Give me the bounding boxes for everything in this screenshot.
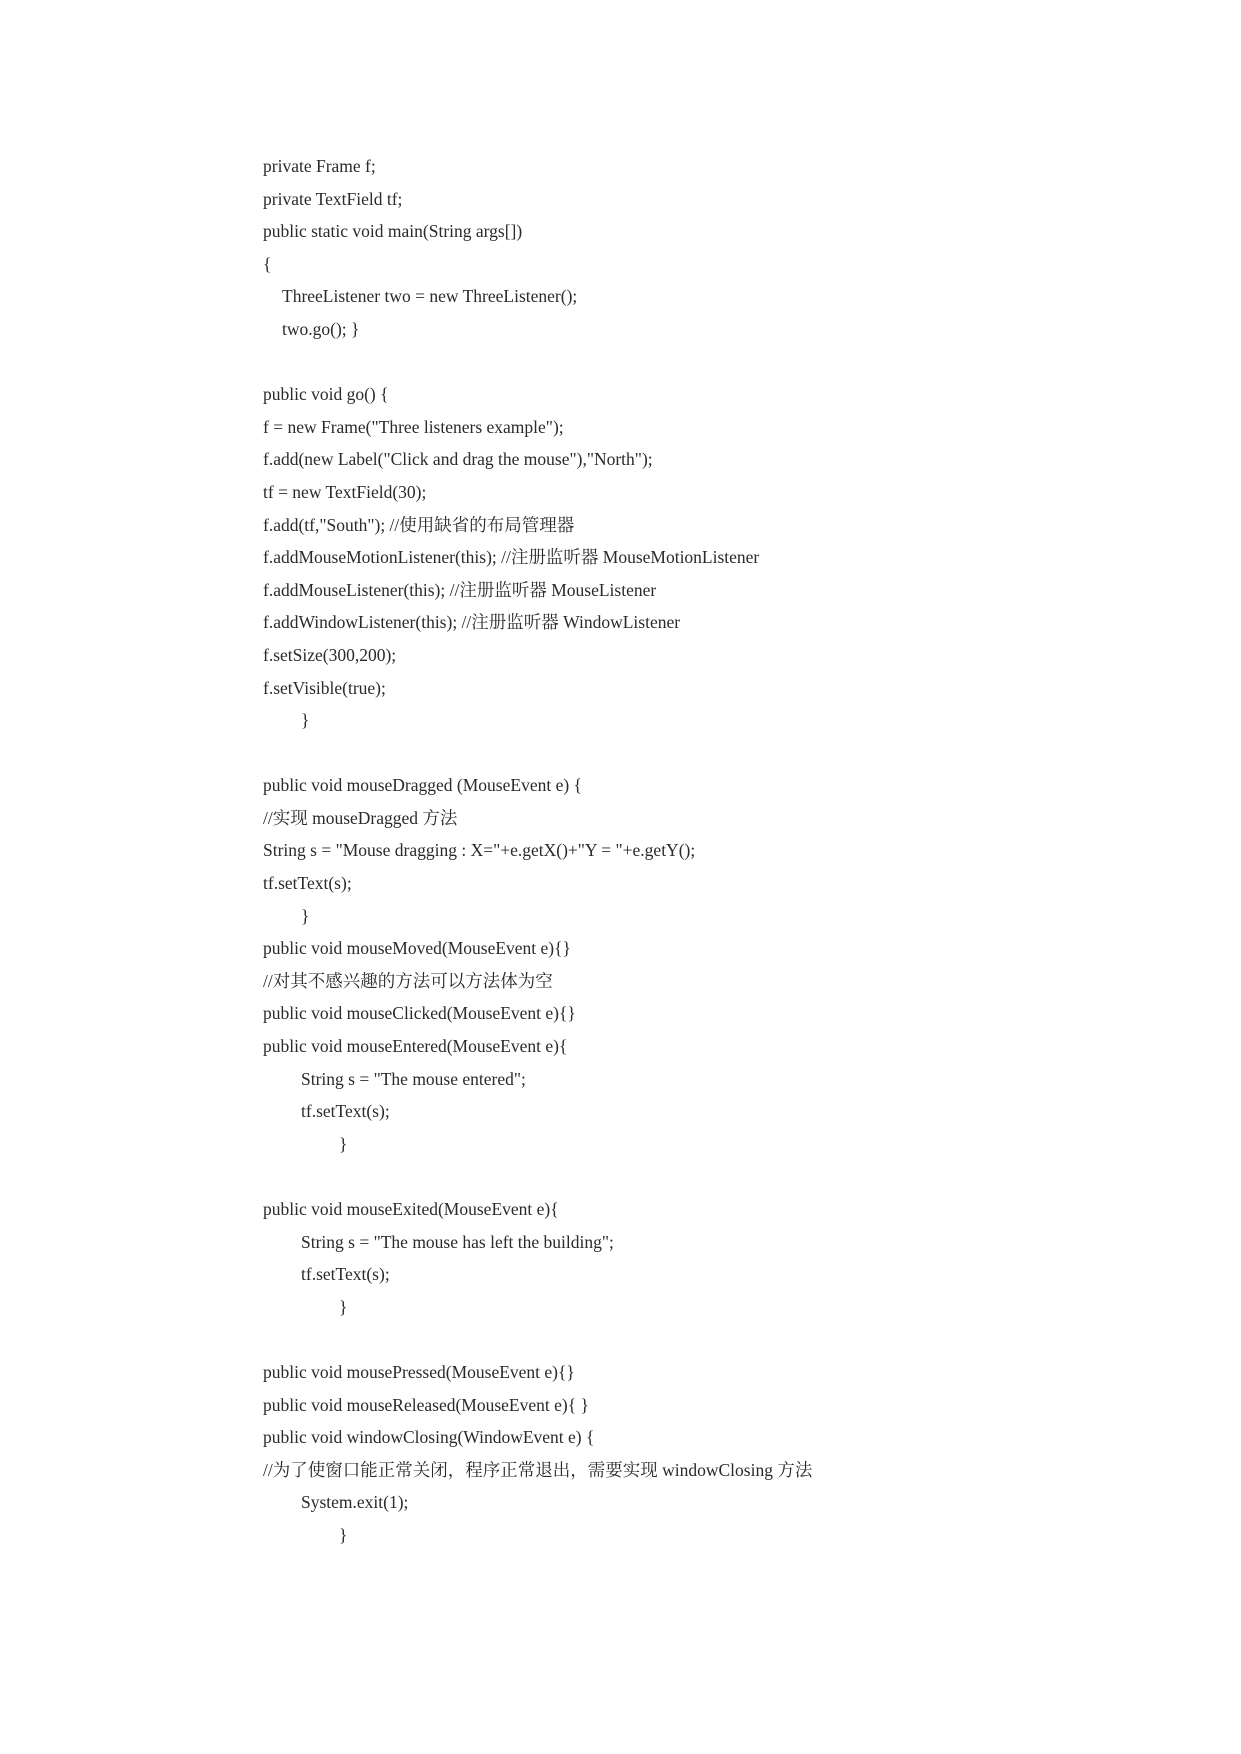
- code-line: }: [301, 905, 310, 926]
- code-line: two.go(); }: [282, 318, 360, 339]
- code-line: }: [339, 1133, 348, 1154]
- code-line: //对其不感兴趣的方法可以方法体为空: [263, 970, 553, 991]
- code-line: public static void main(String args[]): [263, 221, 523, 242]
- code-line: String s = "The mouse entered";: [301, 1068, 526, 1089]
- blank-line: [263, 1160, 1163, 1193]
- code-line: }: [339, 1296, 348, 1317]
- code-line: }: [301, 710, 310, 731]
- code-line: ThreeListener two = new ThreeListener();: [282, 286, 578, 307]
- code-line: String s = "The mouse has left the building";: [301, 1231, 614, 1252]
- code-line: //实现 mouseDragged 方法: [263, 807, 458, 828]
- code-line: public void mouseReleased(MouseEvent e){ }: [263, 1394, 589, 1415]
- code-line: f.addMouseMotionListener(this); //注册监听器 MouseMotionListener: [263, 547, 760, 568]
- blank-line: [263, 1323, 1163, 1356]
- code-line: f.setSize(300,200);: [263, 644, 397, 665]
- code-line: tf.setText(s);: [263, 873, 352, 894]
- code-line: public void mouseDragged (MouseEvent e) {: [263, 775, 582, 796]
- code-line: public void mouseMoved(MouseEvent e){}: [263, 938, 571, 959]
- code-line: public void go() {: [263, 384, 389, 405]
- code-line: tf.setText(s);: [301, 1101, 390, 1122]
- code-line: tf.setText(s);: [301, 1264, 390, 1285]
- code-line: public void mouseClicked(MouseEvent e){}: [263, 1003, 576, 1024]
- blank-line: [263, 737, 1163, 770]
- code-line: f = new Frame("Three listeners example");: [263, 416, 564, 437]
- code-line: private TextField tf;: [263, 188, 403, 209]
- code-line: f.setVisible(true);: [263, 677, 386, 698]
- code-listing: [263, 150, 1163, 1552]
- code-line: f.add(tf,"South"); //使用缺省的布局管理器: [263, 514, 575, 535]
- code-line: public void mousePressed(MouseEvent e){}: [263, 1361, 575, 1382]
- code-line: private Frame f;: [263, 156, 376, 176]
- code-line: String s = "Mouse dragging : X="+e.getX()+"Y = "+e.getY();: [263, 840, 696, 861]
- code-line: f.addWindowListener(this); //注册监听器 WindowListener: [263, 612, 681, 633]
- code-line: public void windowClosing(WindowEvent e) {: [263, 1427, 595, 1448]
- code-line: }: [339, 1524, 348, 1545]
- code-line: public void mouseExited(MouseEvent e){: [263, 1199, 559, 1219]
- code-line: {: [263, 253, 272, 274]
- code-line: f.addMouseListener(this); //注册监听器 MouseListener: [263, 579, 657, 600]
- blank-line: [263, 346, 1163, 379]
- code-line: System.exit(1);: [301, 1492, 409, 1513]
- code-line: public void mouseEntered(MouseEvent e){: [263, 1036, 568, 1057]
- code-line: //为了使窗口能正常关闭，程序正常退出，需要实现 windowClosing 方法: [263, 1459, 813, 1480]
- code-line: f.add(new Label("Click and drag the mouse"),"North");: [263, 449, 653, 470]
- code-line: tf = new TextField(30);: [263, 481, 427, 502]
